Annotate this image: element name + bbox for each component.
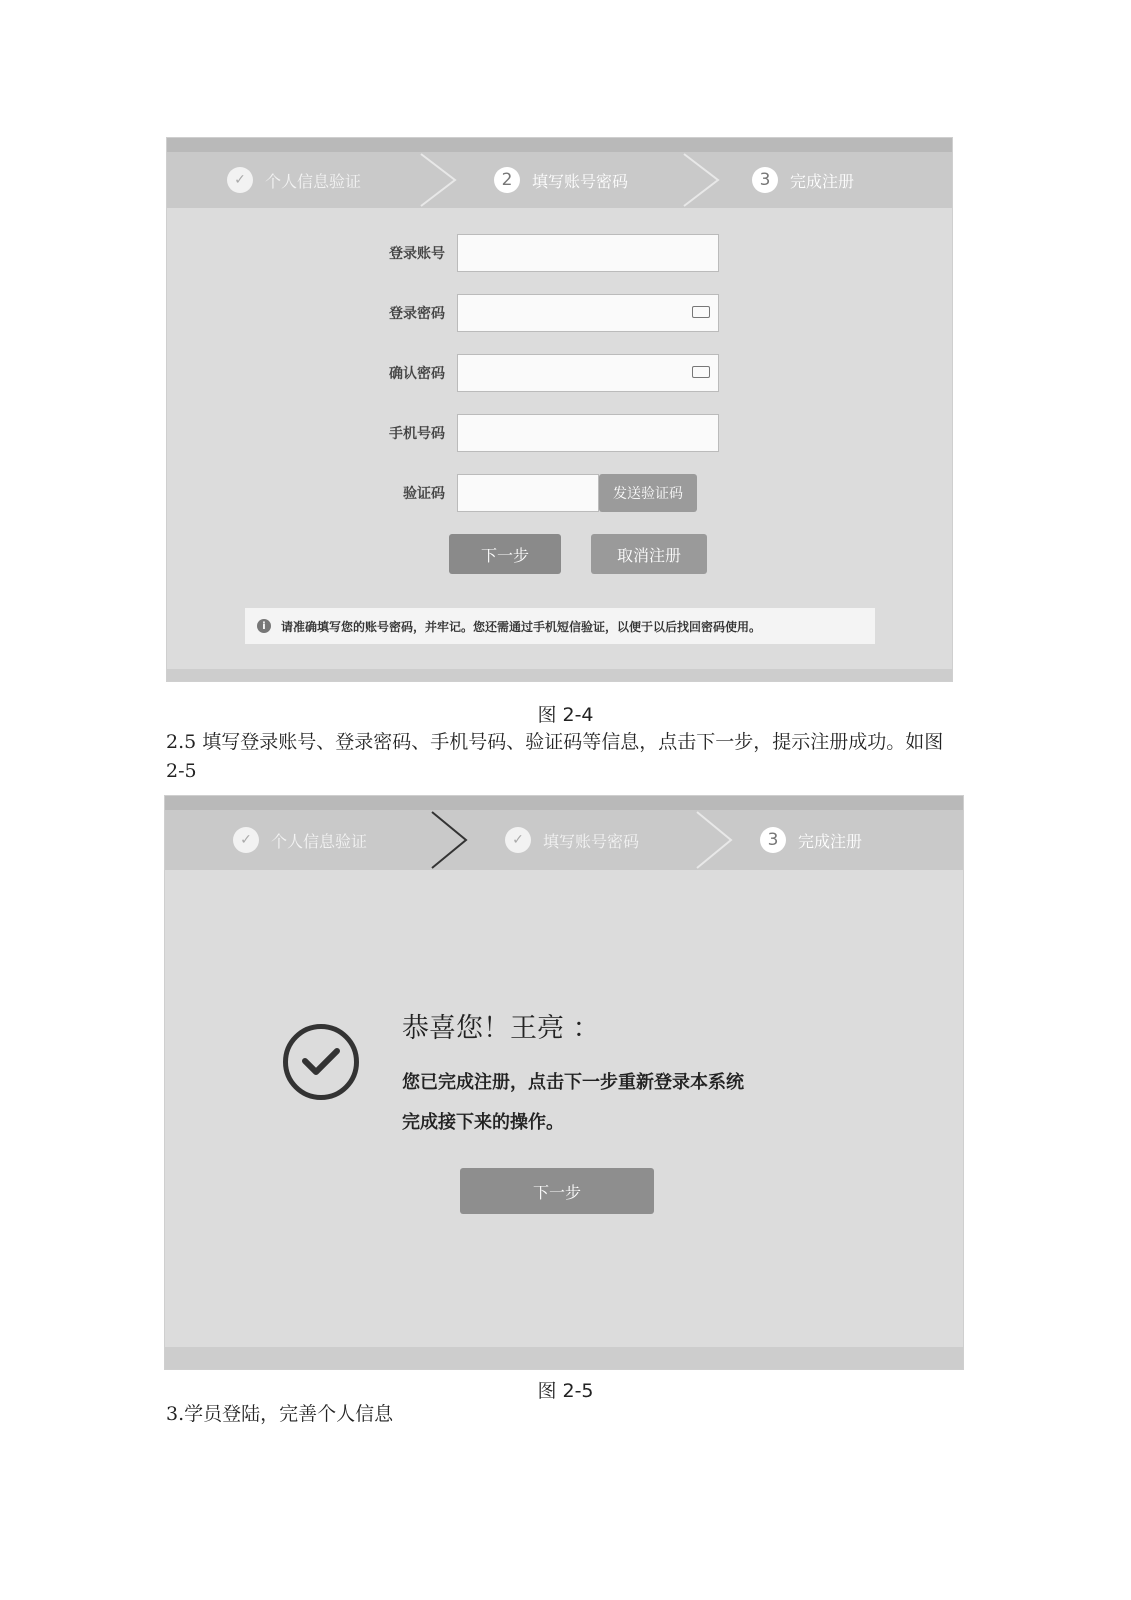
account-row (345, 234, 719, 272)
phone-label: 手机号码 (389, 426, 445, 442)
phone-row (345, 414, 719, 452)
account-label: 登录账号 (389, 246, 445, 262)
phone-input[interactable] (457, 414, 719, 452)
step-2-label: 填写账号密码 (532, 171, 629, 191)
step-bar (167, 138, 952, 208)
divider (165, 1347, 963, 1369)
cancel-register-button[interactable]: 取消注册 (591, 534, 707, 574)
step-3-label: 完成注册 (790, 171, 855, 191)
code-label: 验证码 (403, 486, 445, 502)
send-code-button[interactable]: 发送验证码 (599, 474, 697, 512)
registration-success-screenshot (164, 795, 964, 1370)
keyboard-icon[interactable] (692, 306, 710, 318)
notice-text: 请准确填写您的账号密码，并牢记。您还需通过手机短信验证，以便于以后找回密码使用。 (281, 619, 762, 634)
check-icon: ✓ (227, 167, 253, 193)
success-title: 恭喜您！王亮 ： (402, 1013, 600, 1044)
registration-form-screenshot (166, 137, 953, 682)
step-3-label: 完成注册 (798, 831, 863, 851)
next-button[interactable]: 下一步 (460, 1168, 654, 1214)
success-message-line-1: 您已完成注册，点击下一步重新登录本系统 (402, 1072, 744, 1093)
check-icon: ✓ (233, 827, 259, 853)
step-1 (227, 152, 361, 208)
step-2 (505, 810, 639, 870)
chevron-right-icon (430, 810, 470, 870)
confirm-password-label: 确认密码 (389, 366, 445, 382)
body-paragraph: 2.5 填写登录账号、登录密码、手机号码、验证码等信息，点击下一步，提示注册成功。如图 2-5 (166, 731, 944, 782)
notice-bar (245, 608, 875, 644)
success-message-line-2: 完成接下来的操作。 (402, 1112, 564, 1133)
step-number: 2 (494, 167, 520, 193)
chevron-right-icon (682, 152, 722, 208)
step-2 (494, 152, 628, 208)
confirm-password-input[interactable] (457, 354, 719, 392)
info-icon: i (257, 619, 271, 633)
code-row (345, 474, 599, 512)
password-input[interactable] (457, 294, 719, 332)
step-3 (752, 152, 854, 208)
body-paragraph: 3.学员登陆，完善个人信息 (166, 1403, 394, 1425)
check-icon: ✓ (505, 827, 531, 853)
success-check-icon (283, 1024, 359, 1100)
keyboard-icon[interactable] (692, 366, 710, 378)
step-3 (760, 810, 862, 870)
next-button[interactable]: 下一步 (449, 534, 561, 574)
step-1 (233, 810, 367, 870)
step-number: 3 (760, 827, 786, 853)
step-bar (165, 796, 963, 870)
account-input[interactable] (457, 234, 719, 272)
chevron-right-icon (695, 810, 735, 870)
password-row (345, 294, 719, 332)
step-1-label: 个人信息验证 (265, 171, 362, 191)
confirm-password-row (345, 354, 719, 392)
figure-caption: 图 2-4 (537, 704, 594, 726)
chevron-right-icon (419, 152, 459, 208)
figure-caption: 图 2-5 (537, 1380, 594, 1402)
code-input[interactable] (457, 474, 599, 512)
step-number: 3 (752, 167, 778, 193)
step-1-label: 个人信息验证 (271, 831, 368, 851)
step-2-label: 填写账号密码 (543, 831, 640, 851)
password-label: 登录密码 (389, 306, 445, 322)
divider (167, 669, 952, 681)
